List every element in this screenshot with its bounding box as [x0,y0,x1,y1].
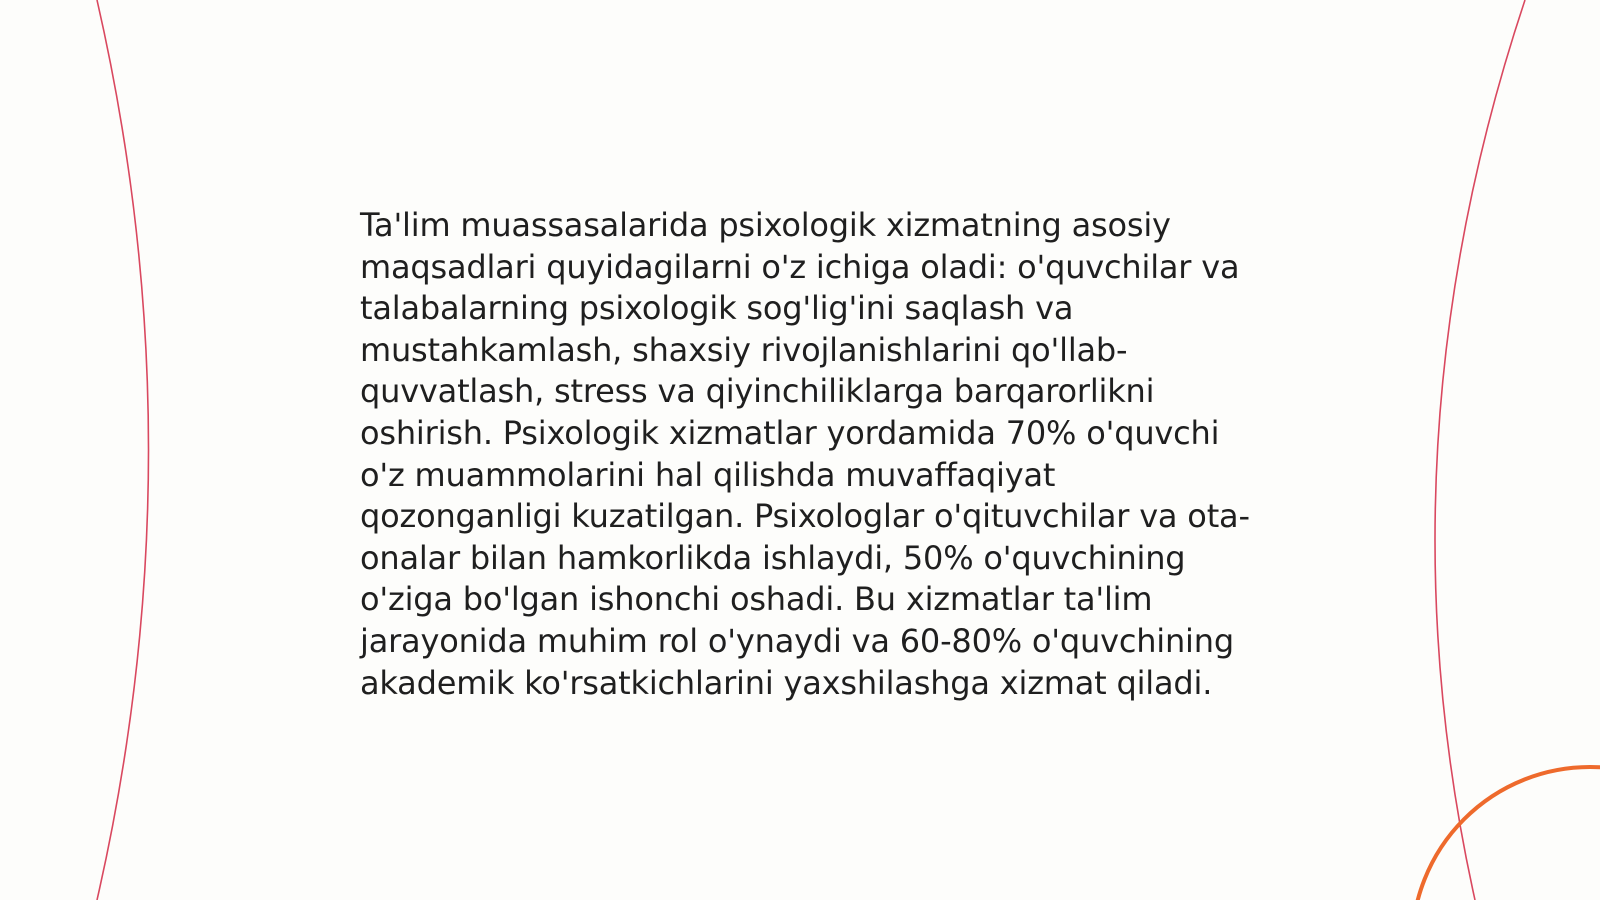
slide-body-text: Ta'lim muassasalarida psixologik xizmatning asosiy maqsadlari quyidagilarni o'z ichiga oladi: o'quvchilar va talabalarning psixologik sog'lig'ini saqlash va mustahkamlash, shaxsiy rivojlanishlarini qo'llab-quvvatlash, stress va qiyinchiliklarga barqarorlikni oshirish. Psixologik xizmatlar yordamida 70% o'quvchi o'z muammolarini hal qilishda muvaffaqiyat qozonganligi kuzatilgan. Psixologlar o'qituvchilar va ota-onalar bilan hamkorlikda ishlaydi, 50% o'quvchining o'ziga bo'lgan ishonchi oshadi. Bu xizmatlar ta'lim jarayonida muhim rol o'ynaydi va 60-80% o'quvchining akademik ko'rsatkichlarini yaxshilashga xizmat qiladi. [360,206,1250,702]
accent-arc [1412,767,1600,900]
right-curve-line [1435,0,1525,900]
left-curve-line [97,0,149,900]
